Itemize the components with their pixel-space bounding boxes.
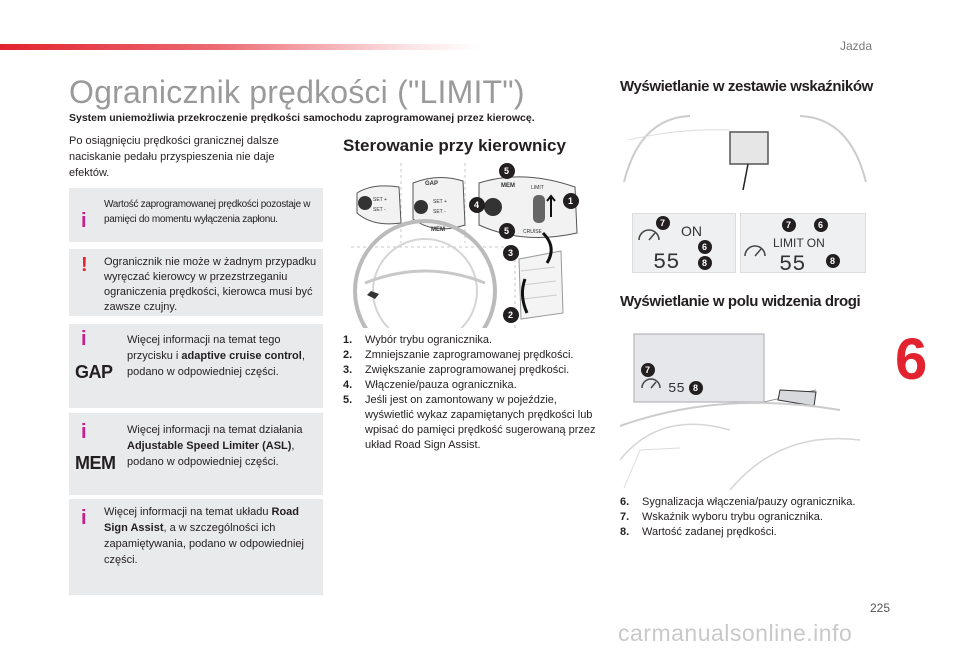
warning-icon: ! [81, 254, 88, 276]
intro-text: Po osiągnięciu prędkości granicznej dalsze naciskanie pedału przyspieszenia nie daje efektów. [69, 135, 279, 179]
memory-note-text: Wartość zaprogramowanej prędkości pozostaje w pamięci do momentu wyłączenia zapłonu. [104, 199, 311, 225]
cluster-display-on [632, 213, 736, 273]
list-item: 3. Zwiększanie zaprogramowanej prędkości. [343, 364, 570, 376]
stalk-middle-set-plus: SET + [433, 199, 447, 205]
badge-6 [814, 218, 828, 232]
badge-2 [503, 307, 519, 323]
stalk-left-set-minus: SET - [373, 207, 386, 213]
list-item: 1. Wybór trybu ogranicznika. [343, 334, 493, 346]
svg-text:8: 8 [693, 383, 699, 393]
steering-controls-title: Sterowanie przy kierownicy [343, 136, 566, 155]
speedometer-limit-icon [639, 230, 659, 240]
cluster-on-text: ON [681, 223, 702, 239]
badge-8 [698, 256, 712, 270]
list-item: 2. Zmniejszanie zaprogramowanej prędkości. [343, 349, 574, 361]
gap-logo-icon: GAP [75, 362, 113, 382]
badge-6 [698, 240, 712, 254]
badge-8 [689, 381, 703, 395]
svg-text:8: 8 [830, 256, 836, 266]
gap-note [69, 324, 323, 408]
watermark: carmanualsonline.info [618, 620, 853, 646]
stalk-left-icon [357, 186, 401, 224]
badge-7 [782, 218, 796, 232]
mem-logo-icon: MEM [75, 453, 116, 473]
road-sign-assist-note-text: Więcej informacji na temat układu Road Sign Assist, a w szczególności ich zapamiętywania, podano w odpowiedniej części. [104, 506, 304, 566]
cluster-speed-value: 55 [779, 252, 806, 274]
badge-7 [656, 216, 670, 230]
hud-speed-value: 55 [668, 381, 685, 397]
info-icon: i [81, 328, 87, 350]
badge-1 [563, 193, 579, 209]
cluster-limit-on-text: LIMIT ON [773, 236, 825, 250]
stalk-right-icon [479, 177, 577, 238]
list-item: 7. Wskaźnik wyboru trybu ogranicznika. [620, 511, 823, 523]
section-header: Jazda [839, 39, 872, 53]
hud-display-title: Wyświetlanie w polu widzenia drogi [620, 293, 861, 310]
list-item: 5. Jeśli jest on zamontowany w pojeździe, wyświetlić wykaz zapamiętanych prędkości lub wpisać do pamięci prędkość sugerowaną przez układ Road Sign Assist. [343, 394, 596, 451]
svg-text:6: 6 [818, 220, 824, 230]
speedometer-limit-icon [745, 246, 765, 256]
stalk-cruise-label: CRUISE [523, 229, 542, 235]
svg-text:8: 8 [702, 258, 708, 268]
info-icon: i [81, 421, 87, 443]
svg-text:1: 1 [568, 196, 574, 206]
stalk-gap-label: GAP [425, 181, 439, 187]
stalk-limit-label: LIMIT [531, 185, 544, 191]
badge-7 [641, 363, 655, 377]
steering-stalk-diagram [343, 163, 598, 328]
pedal-icon [519, 233, 563, 319]
stalk-middle-set-minus: SET - [433, 209, 446, 215]
top-accent-bar [0, 44, 480, 50]
stalk-right-mem-label: MEM [501, 183, 515, 189]
stalk-middle-mem-label: MEM [431, 227, 445, 233]
svg-text:7: 7 [660, 218, 666, 228]
head-up-display-illustration [620, 330, 870, 490]
stalk-left-set-plus: SET + [373, 197, 387, 203]
badge-3 [503, 245, 519, 261]
road-sign-assist-note [69, 499, 323, 595]
mem-note-text: Więcej informacji na temat działania Adjustable Speed Limiter (ASL), podano w odpowiedniej części. [127, 424, 303, 468]
list-item: 6. Sygnalizacja włączenia/pauzy ogranicznika. [620, 496, 856, 508]
controls-list [343, 333, 603, 453]
badge-8 [826, 254, 840, 268]
page-title: Ogranicznik prędkości ("LIMIT") [69, 74, 525, 110]
cluster-display-limit-on [740, 213, 866, 273]
display-list [620, 495, 870, 540]
stalk-middle-icon [413, 177, 465, 233]
memory-note [69, 188, 323, 242]
mem-note [69, 413, 323, 495]
warning-note-text: Ogranicznik nie może w żadnym przypadku wyręczać kierowcy w przezstrzeganiu ograniczenia prędkości, kierowca musi być zawsze czujny. [104, 256, 317, 313]
cluster-speed-value: 55 [653, 250, 680, 274]
gap-note-text: Więcej informacji na temat tego przycisku i adaptive cruise control, podano w odpowiedniej części. [127, 334, 305, 378]
svg-text:3: 3 [508, 248, 514, 258]
svg-text:2: 2 [508, 310, 514, 320]
list-item: 4. Włączenie/pauza ogranicznika. [343, 379, 517, 391]
cluster-display-title: Wyświetlanie w zestawie wskaźników [620, 78, 873, 95]
instrument-cluster-icon [620, 110, 870, 190]
page-number: 225 [870, 601, 891, 615]
steering-controls-illustration [343, 163, 598, 328]
chapter-number: 6 [895, 327, 928, 392]
list-item: 8. Wartość zadanej prędkości. [620, 526, 777, 538]
badge-5-top [499, 163, 515, 179]
badge-5-bottom [499, 223, 515, 239]
lead-text: System uniemożliwia przekroczenie prędkości samochodu zaprogramowanej przez kierowcę. [69, 112, 535, 124]
head-up-display-icon [620, 330, 870, 490]
svg-text:7: 7 [786, 220, 792, 230]
badge-4 [469, 197, 485, 213]
info-icon: i [81, 210, 87, 232]
info-icon: i [81, 507, 87, 529]
svg-text:6: 6 [702, 242, 708, 252]
svg-text:7: 7 [645, 365, 651, 375]
steering-wheel-icon [355, 221, 495, 328]
svg-text:4: 4 [474, 200, 480, 210]
svg-text:5: 5 [504, 166, 510, 176]
warning-note [69, 249, 323, 316]
svg-text:5: 5 [504, 226, 510, 236]
instrument-cluster-illustration [620, 110, 870, 190]
